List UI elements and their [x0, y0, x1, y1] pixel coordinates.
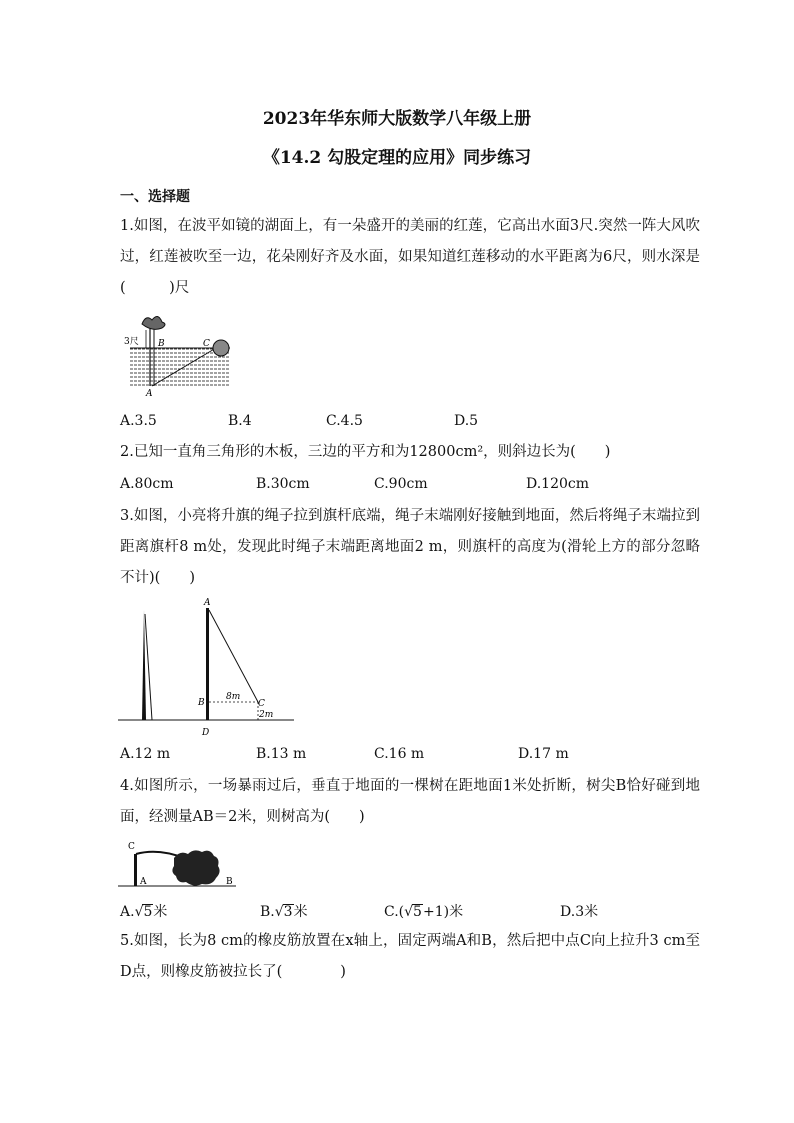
left-rope — [145, 614, 152, 720]
question-5-text: 5.如图，长为8 cm的橡皮筋放置在x轴上，固定两端A和B，然后把中点C向上拉升3 cm至D点，则橡皮筋被拉长了( ) — [120, 933, 700, 980]
label-8m: 8m — [226, 692, 241, 702]
option-b[interactable]: B.√3米 — [260, 904, 308, 920]
question-2-options — [120, 476, 700, 498]
label-a: A — [140, 877, 147, 887]
option-c[interactable]: C.(√5+1)米 — [384, 904, 464, 920]
fallen-flower — [213, 340, 229, 356]
question-1-text: 1.如图，在波平如镜的湖面上，有一朵盛开的美丽的红莲，它高出水面3尺.突然一阵大风吹过，红莲被吹至一边，花朵刚好齐及水面，如果知道红莲移动的水平距离为6尺，则水深是( )尺 — [120, 218, 700, 296]
question-1-figure — [118, 308, 238, 398]
label-2m: 2m — [259, 710, 274, 720]
tree-foliage — [172, 850, 219, 885]
label-d: D — [202, 728, 210, 738]
label-b: B — [198, 698, 205, 708]
radicand: 3 — [283, 904, 293, 920]
radicand: 5 — [413, 904, 422, 920]
option-a[interactable]: A.3.5 — [120, 413, 157, 429]
label-c: C — [203, 339, 210, 349]
lotus-flower — [142, 316, 165, 329]
document-subtitle: 《14.2 勾股定理的应用》同步练习 — [262, 148, 532, 168]
question-2-text: 2.已知一直角三角形的木板，三边的平方和为12800cm²，则斜边长为( ) — [120, 444, 611, 460]
radicand: 5 — [143, 904, 153, 920]
section-heading: 一、选择题 — [120, 189, 190, 205]
question-3-text: 3.如图，小亮将升旗的绳子拉到旗杆底端，绳子末端刚好接触到地面，然后将绳子末端拉到距离旗杆8 m处，发现此时绳子末端距离地面2 m，则旗杆的高度为(滑轮上方的部分忽略不计)( ) — [120, 508, 700, 586]
option-d[interactable]: D.120cm — [526, 476, 590, 492]
option-c[interactable]: C.4.5 — [326, 413, 363, 429]
option-d[interactable]: D.17 m — [518, 746, 569, 762]
question-3-figure — [118, 594, 298, 740]
option-d[interactable]: D.3米 — [560, 904, 599, 920]
option-c[interactable]: C.16 m — [374, 746, 425, 762]
question-4-text: 4.如图所示，一场暴雨过后，垂直于地面的一棵树在距地面1米处折断，树尖B恰好碰到地面，经测量AB＝2米，则树高为( ) — [120, 778, 700, 825]
label-a: A — [146, 389, 153, 398]
option-d[interactable]: D.5 — [454, 413, 479, 429]
option-b[interactable]: B.4 — [228, 413, 252, 429]
label-c: C — [258, 699, 265, 709]
label-b: B — [158, 339, 165, 349]
label-a: A — [204, 598, 211, 608]
option-b[interactable]: B.30cm — [256, 476, 310, 492]
question-4-options — [120, 901, 700, 923]
option-a[interactable]: A.√5米 — [120, 904, 168, 920]
option-b[interactable]: B.13 m — [256, 746, 307, 762]
option-a[interactable]: A.80cm — [120, 476, 174, 492]
label-3-chi: 3尺 — [124, 337, 139, 347]
question-1-options — [120, 413, 700, 435]
document-title: 2023年华东师大版数学八年级上册 — [262, 109, 532, 129]
tree-trunk — [134, 854, 137, 886]
option-a[interactable]: A.12 m — [120, 746, 171, 762]
label-c: C — [128, 842, 135, 852]
label-b: B — [226, 877, 233, 887]
right-flagpole — [206, 608, 209, 720]
rope-line — [209, 610, 258, 702]
question-3-options — [120, 746, 700, 768]
question-4-figure — [118, 838, 240, 890]
option-c[interactable]: C.90cm — [374, 476, 428, 492]
